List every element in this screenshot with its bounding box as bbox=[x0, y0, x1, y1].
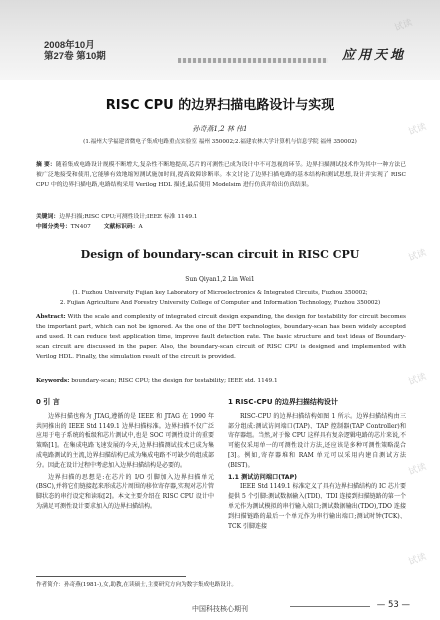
watermark-stamp: 试读 bbox=[407, 372, 428, 388]
keywords-en bbox=[36, 378, 406, 384]
journal-header bbox=[0, 0, 440, 80]
paragraph: 边界扫描也称为 JTAG,遵循的是 IEEE 和 JTAG 在 1990 年共同推出的 IEEE Std 1149.1 边界扫描标准。边界扫描不仅广泛应用于电子系统的板级和芯片测试中,也是 SOC 可测性设计的重要策略[1]。在集成电路飞速发展的今天,边界扫描测试技术已成为集成电路测试的主流,边界扫描结构已成为集成电路不可缺少的组成部分。因此在设计过程中考虑加入边界扫描结构是必要的。 bbox=[36, 412, 214, 469]
footnote-rule bbox=[36, 576, 186, 577]
paragraph: IEEE Std 1149.1 标准定义了具有边界扫描结构的 IC 芯片要提供 5 个引脚:测试数据输入(TDI)、TDI 连接到扫描链路的第一个单元作为测试模拟的串行输入端口;测试数据输出(TDO),TDO 连接到扫描链路的最后一个单元作为串行输出端口;测试时钟(TCK)、TCK 引脚连接 bbox=[228, 483, 406, 530]
classification-line bbox=[36, 223, 143, 232]
keywords-text-en: boundary-scan; RISC CPU; the design for testability; IEEE std. 1149.1 bbox=[71, 378, 278, 384]
keywords-label-en: Keywords: bbox=[36, 378, 70, 384]
decorative-bar bbox=[178, 58, 328, 63]
keywords-text-cn: 边界扫描;RISC CPU;可测性设计;IEEE 标准 1149.1 bbox=[59, 214, 198, 220]
authors-en: Sun Qiyan1,2 Lin Wei1 bbox=[185, 276, 255, 283]
affiliation-en bbox=[20, 288, 420, 308]
keywords-cn bbox=[36, 213, 198, 222]
issue-date: 2008年10月 bbox=[44, 40, 95, 51]
section-heading: 0 引 言 bbox=[36, 398, 60, 406]
abstract-label-en: Abstract: bbox=[36, 314, 66, 320]
journal-footer: 中国科技核心期刊 bbox=[192, 605, 248, 613]
page-rule bbox=[290, 606, 370, 607]
watermark-stamp: 试读 bbox=[393, 18, 414, 34]
affiliation-cn: (1.福州大学福建省微电子集成电路重点实验室 福州 350002;2.福建农林大学计算机与信息学院 福州 350002) bbox=[83, 139, 357, 145]
affiliation-en-line-2: 2. Fujian Agriculture And Forestry University College of Computer and Information Technology, Fuzhou 350002) bbox=[59, 300, 381, 306]
body-right-column bbox=[228, 398, 406, 533]
doc-code-label: 文献标识码： bbox=[103, 224, 139, 230]
affiliation-en-line-1: (1. Fuzhou University Fujian key Laboratory of Microelectronics & Integrated Circuits, Fuzhou 350002; bbox=[72, 290, 368, 296]
abstract-en bbox=[36, 312, 406, 362]
issue-info bbox=[44, 40, 106, 62]
authors-cn: 孙奇燕1,2 林 伟1 bbox=[192, 125, 248, 133]
watermark-stamp: 试读 bbox=[407, 122, 428, 138]
paragraph: 边界扫描的思想是:在芯片的 I/O 引脚加入边界扫描单元(BSC),并将它们链接起来形成芯片周围的移位寄存器,实现对芯片管脚状态的串行设定和读取[2]。本文主要介绍在 RISC CPU 设计中为满足可测性设计要求加入的边界扫描结构。 bbox=[36, 473, 214, 510]
abstract-text-cn: 随着集成电路设计规模不断增大,复杂性不断地提高,芯片的可测性已成为设计中不可忽视的环节。边界扫描测试技术作为其中一种方法已被广泛地接受和使用,它能够有效地缩短测试施加时间,提高故障诊断率。本文讨论了边界扫描电路的基本结构和测试思想,设计并实现了 RISC CPU 中的边界扫描电路,电路结构采用 Verilog HDL 描述,最后使用 Modelsim 进行仿真并给出仿真结果。 bbox=[36, 162, 406, 188]
watermark-stamp: 试读 bbox=[407, 248, 428, 264]
watermark-stamp: 试读 bbox=[407, 552, 428, 568]
subsection-heading: 1.1 测试访问端口(TAP) bbox=[228, 473, 297, 481]
section-heading: 1 RISC-CPU 的边界扫描结构设计 bbox=[228, 398, 338, 406]
clc-label: 中图分类号： bbox=[36, 224, 71, 230]
author-footnote: 作者简介：孙奇燕(1981-),女,助教,在读硕士,主要研究方向为数字集成电路设计。 bbox=[36, 582, 238, 588]
abstract-text-en: With the scale and complexity of integrated circuit design expanding, the design for testability for circuit becomes the important part, which can not be ignored. As the one of the DFT technologies, boundary-scan has been widely accepted and used. It can reduce test application time, improve fault detection rate. The basic structure and test ideas of Boundary-scan circuit are discussed in the paper. Also, the boundary-scan circuit of RISC CPU is designed and implemented with Verilog HDL. Finally, the simulation result of the circuit is provided. bbox=[36, 314, 407, 360]
keywords-label-cn: 关键词： bbox=[36, 214, 60, 220]
clc-value: TN407 bbox=[70, 224, 91, 230]
paragraph: RISC-CPU 的边界扫描结构如图 1 所示。边界扫描结构由三部分组成:测试访问端口(TAP)、TAP 控制器(TAP Controller)和寄存器组。当然,对于像 CPU 这样具有复杂逻辑电路的芯片来说,不可能仅采用单一的可测性设计方法,还应该是多种可测性策略混合[3]。例如,寄存器堆和 RAM 单元可以采用内建自测试方法(BIST)。 bbox=[228, 412, 406, 469]
abstract-cn bbox=[36, 160, 406, 190]
article-title-cn: RISC CPU 的边界扫描电路设计与实现 bbox=[105, 98, 335, 113]
watermark-stamp: 试读 bbox=[407, 462, 428, 478]
column-name: 应用天地 bbox=[341, 48, 406, 63]
page-number: — 53 — bbox=[376, 600, 410, 610]
article-title-en: Design of boundary-scan circuit in RISC CPU bbox=[80, 248, 360, 261]
issue-volume: 第27卷 第10期 bbox=[44, 51, 106, 62]
body-left-column bbox=[36, 398, 214, 514]
abstract-label-cn: 摘 要： bbox=[36, 162, 56, 168]
doc-code-value: A bbox=[138, 224, 143, 230]
